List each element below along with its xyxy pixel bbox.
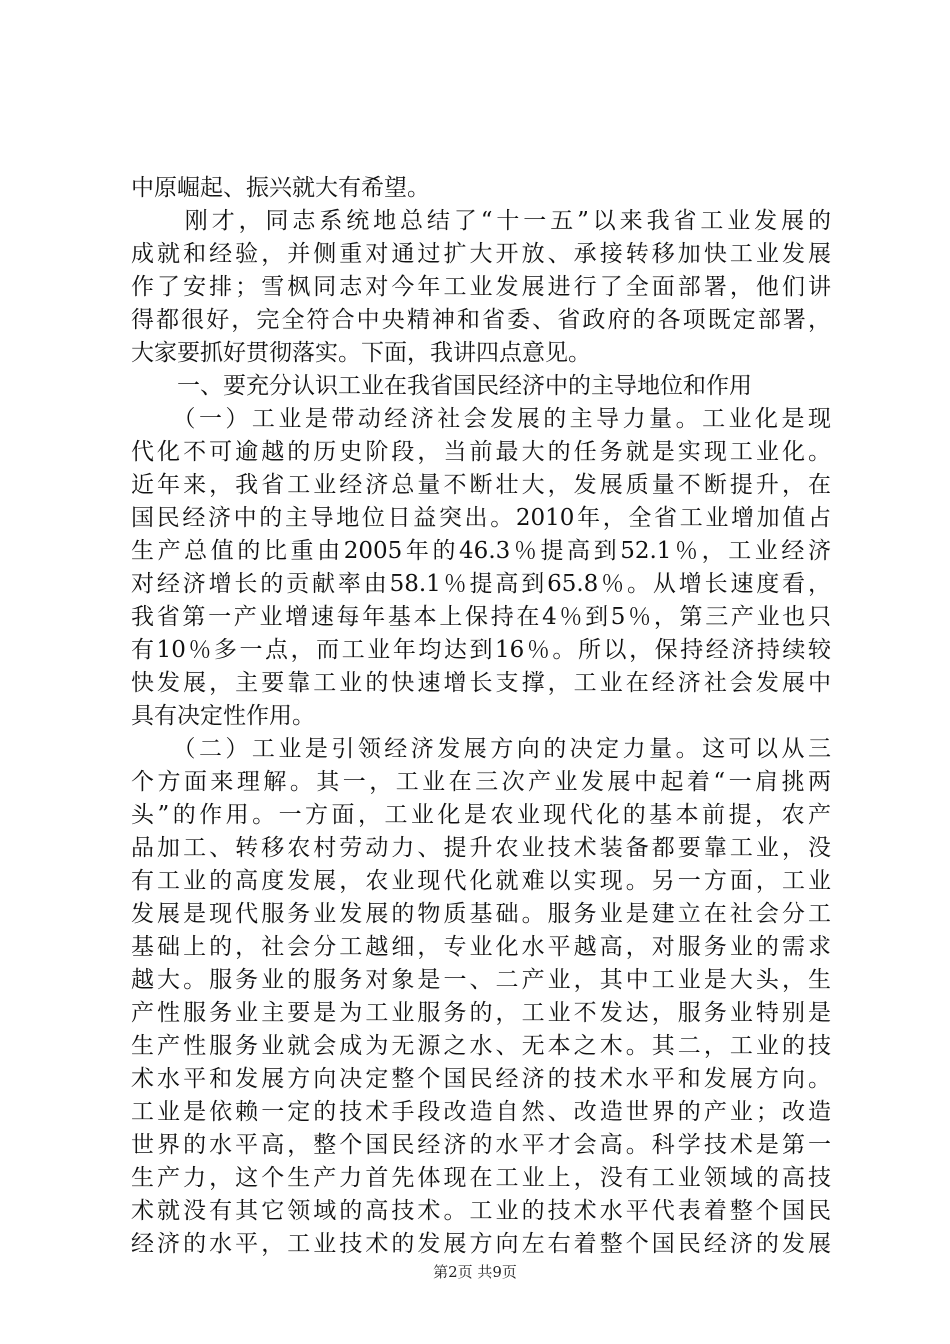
text-line: 作了安排；雪枫同志对今年工业发展进行了全面部署，他们讲 <box>131 274 831 300</box>
text-line: 快发展，主要靠工业的快速增长支撑，工业在经济社会发展中 <box>131 670 831 696</box>
text-line: 术就没有其它领域的高技术。工业的技术水平代表着整个国民 <box>131 1198 831 1224</box>
text-line: 世界的水平高，整个国民经济的水平才会高。科学技术是第一 <box>131 1132 831 1158</box>
text-line: 得都很好，完全符合中央精神和省委、省政府的各项既定部署， <box>131 307 831 333</box>
text-line: （一）工业是带动经济社会发展的主导力量。工业化是现 <box>131 406 831 432</box>
text-line: （二）工业是引领经济发展方向的决定力量。这可以从三 <box>131 736 831 762</box>
text-line: 成就和经验，并侧重对通过扩大开放、承接转移加快工业发展 <box>131 241 831 267</box>
section-heading: 一、要充分认识工业在我省国民经济中的主导地位和作用 <box>131 373 752 399</box>
text-line: 代化不可逾越的历史阶段，当前最大的任务就是实现工业化。 <box>131 439 831 465</box>
text-line: 国民经济中的主导地位日益突出。2010年，全省工业增加值占 <box>131 505 831 531</box>
text-line: 头”的作用。一方面，工业化是农业现代化的基本前提，农产 <box>131 802 831 828</box>
text-line: 生产性服务业就会成为无源之水、无本之木。其二，工业的技 <box>131 1033 831 1059</box>
text-line: 大家要抓好贯彻落实。下面，我讲四点意见。 <box>131 340 591 366</box>
text-line: 我省第一产业增速每年基本上保持在4％到5％，第三产业也只 <box>131 604 831 630</box>
text-line: 发展是现代服务业发展的物质基础。服务业是建立在社会分工 <box>131 901 831 927</box>
text-line: 经济的水平，工业技术的发展方向左右着整个国民经济的发展 <box>131 1231 831 1257</box>
text-line: 工业是依赖一定的技术手段改造自然、改造世界的产业；改造 <box>131 1099 831 1125</box>
text-line: 有10％多一点，而工业年均达到16％。所以，保持经济持续较 <box>131 637 831 663</box>
text-line: 基础上的，社会分工越细，专业化水平越高，对服务业的需求 <box>131 934 831 960</box>
text-line: 有工业的高度发展，农业现代化就难以实现。另一方面，工业 <box>131 868 831 894</box>
text-line: 术水平和发展方向决定整个国民经济的技术水平和发展方向。 <box>131 1066 831 1092</box>
text-line: 近年来，我省工业经济总量不断壮大，发展质量不断提升，在 <box>131 472 831 498</box>
text-line: 中原崛起、振兴就大有希望。 <box>131 175 430 201</box>
text-line: 越大。服务业的服务对象是一、二产业，其中工业是大头，生 <box>131 967 831 993</box>
page-number-label: 第2页 共9页 <box>433 1263 517 1281</box>
page-footer <box>0 1262 950 1282</box>
text-line: 对经济增长的贡献率由58.1％提高到65.8％。从增长速度看， <box>131 571 831 597</box>
text-line: 个方面来理解。其一，工业在三次产业发展中起着“一肩挑两 <box>131 769 831 795</box>
text-line: 具有决定性作用。 <box>131 703 315 729</box>
text-line: 生产力，这个生产力首先体现在工业上，没有工业领域的高技 <box>131 1165 831 1191</box>
text-line: 刚才，同志系统地总结了“十一五”以来我省工业发展的 <box>131 208 831 234</box>
text-line: 生产总值的比重由2005年的46.3％提高到52.1％，工业经济 <box>131 538 831 564</box>
document-body <box>131 172 831 1261</box>
text-line: 产性服务业主要是为工业服务的，工业不发达，服务业特别是 <box>131 1000 831 1026</box>
text-line: 品加工、转移农村劳动力、提升农业技术装备都要靠工业，没 <box>131 835 831 861</box>
